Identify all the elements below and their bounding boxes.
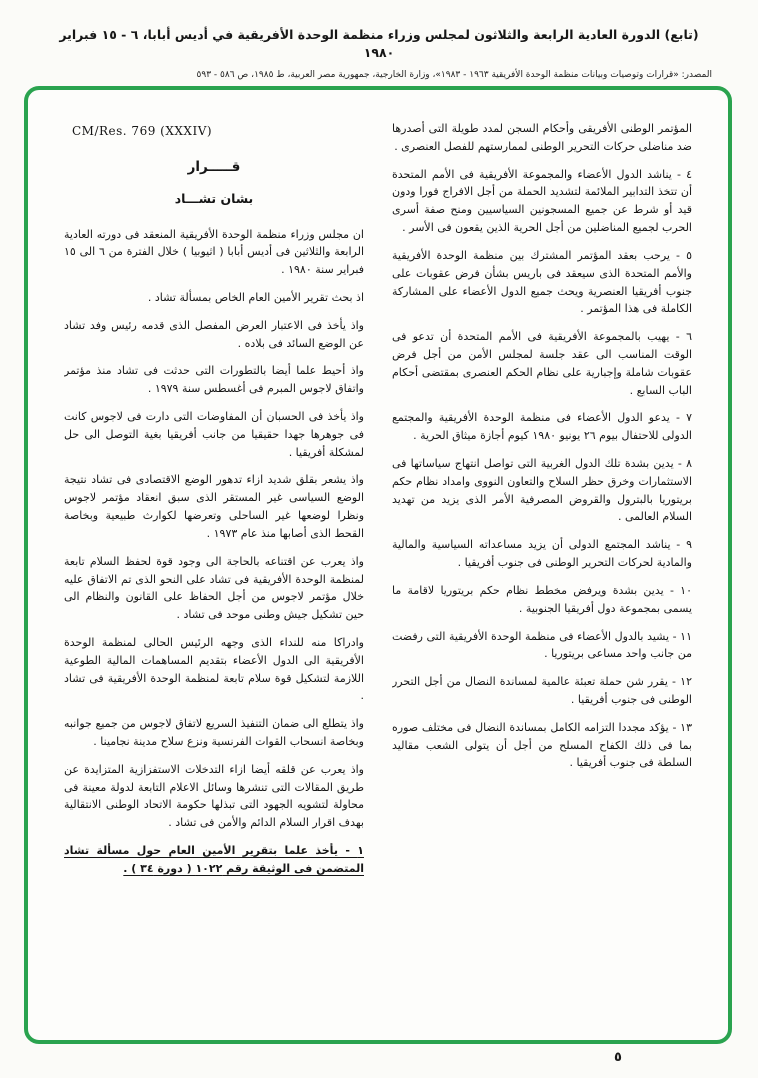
document-header-title: (تابع) الدورة العادية الرابعة والثلاثون لمجلس وزراء منظمة الوحدة الأفريقية في أديس أبابا، ٦ - ١٥ فبراير ١٩٨٠: [59, 27, 699, 60]
paragraph: المؤتمر الوطنى الأفريقى وأحكام السجن لمدد طويلة التى أصدرها ضد مناضلى حركات التحرير الوطنى لممارستهم للفصل العنصرى .: [392, 122, 692, 153]
paragraph: ٦ - يهيب بالمجموعة الأفريقية فى الأمم المتحدة أن تدعو فى الوقت المناسب الى عقد جلسة لمجلس الأمن من أجل فرض عقوبات شاملة وإجبارية على نظام الحكم العنصرى بمقتضى أحكام الباب السابع .: [392, 330, 692, 397]
document-source-line: المصدر: «قرارات وتوصيات وبيانات منظمة الوحدة الأفريقية ١٩٦٣ - ١٩٨٣»، وزارة الخارجية، جمهورية مصر العربية، ط ١٩٨٥، ص ٥٨٦ - ٥٩٣: [196, 70, 712, 80]
paragraph: ٥ - يرحب بعقد المؤتمر المشترك بين منظمة الوحدة الأفريقية والأمم المتحدة الذى سيعقد فى باريس بشأن فرض عقوبات على جنوب أفريقيا العنصرية ويحث جميع الدول الأعضاء على المشاركة الكاملة فى هذا المؤتمر .: [392, 248, 692, 316]
page-header: [46, 26, 712, 80]
paragraph: ١٣ - يؤكد مجددا التزامه الكامل بمساندة النضال فى مختلف صوره بما فى ذلك الكفاح المسلح من أجل أن يتولى الشعب مقاليد السلطة فى جنوب أفريقيا .: [392, 720, 692, 770]
page-number: ٥: [614, 1050, 622, 1065]
resolution-title: قـــــرار: [187, 159, 241, 176]
paragraph: واذ يتطلع الى ضمان التنفيذ السريع لاتفاق لاجوس من جميع جوانبه وبخاصة انسحاب القوات الفرنسية ونزع سلاح مدينة نجامينا .: [64, 717, 364, 749]
operative-paragraph: ١ - يأخذ علما بتقرير الأمين العام حول مسألة تشاد المتضمن فى الوثيقة رقم ١٠٢٢ ( دورة ٣٤ ) .: [64, 844, 364, 875]
resolution-number: CM/Res. 769 (XXXIV): [72, 124, 213, 138]
paragraph: ٨ - يدين بشدة تلك الدول الغربية التى تواصل انتهاج سياساتها فى الاستثمارات وخرق حظر السلاح والتعاون النووى وامداد نظام حكم بريتوريا بالبترول والقروض المصرفية الأمر الذى يزيد من تهديد السلام العالمى .: [392, 457, 692, 524]
paragraph: ٩ - يناشد المجتمع الدولى أن يزيد مساعداته السياسية والمالية والمادية لحركات التحرير الوطنى فى جنوب أفريقيا .: [392, 538, 692, 570]
paragraph: واذ يعرب عن قلقه أيضا ازاء التدخلات الاستفزازية المتزايدة عن طريق المقالات التى تنشرها وسائل الاعلام التابعة لدولة معينة فى محاولة لتشويه الجهود التى تبذلها حكومة الاتحاد الوطنى الانتقالية بهدف اقرار السلام الدائم والأمن فى تشاد .: [64, 762, 364, 830]
paragraph: واذ يأخذ فى الاعتبار العرض المفصل الذى قدمه رئيس وفد تشاد عن الوضع السائد فى بلاده .: [64, 318, 364, 350]
two-column-text-area: [28, 90, 728, 1040]
paragraph: ١١ - يشيد بالدول الأعضاء فى منظمة الوحدة الأفريقية التى رفضت من جانب واحد مساعى بريتوريا .: [392, 629, 692, 661]
paragraph: واذ يأخذ فى الحسبان أن المفاوضات التى دارت فى لاجوس كانت فى جوهرها جهدا حقيقيا من جانب أفريقيا بغية التوصل الى حل لمشكلة أفريقيا .: [64, 410, 364, 459]
paragraph: وادراكا منه للنداء الذى وجهه الرئيس الحالى لمنظمة الوحدة الأفريقية الى الدول الأعضاء بتقديم المساهمات المالية الطوعية اللازمة لتشكيل قوة سلام تابعة لمنظمة الوحدة الأفريقية فى تشاد .: [64, 635, 364, 703]
resolution-continuation-column: [392, 120, 692, 1016]
paragraph: ٤ - يناشد الدول الأعضاء والمجموعة الأفريقية فى الأمم المتحدة أن تتخذ التدابير الملائمة لتشديد الحملة من أجل الافراج فورا ودون قيد أو شرط عن جميع المسجونين السياسيين ومنح صفة أسرى الحرب لجميع المناضلين من أجل الحرية الذين يقعون فى الأسر .: [392, 167, 692, 235]
paragraph: واذ يعرب عن اقتناعه بالحاجة الى وجود قوة لحفظ السلام تابعة لمنظمة الوحدة الأفريقية فى تشاد على النحو الذى تم الاتفاق عليه خلال مؤتمر لاجوس من أجل الحفاظ على القانون والنظام الى حين تشكيل جيش وطنى موحد فى تشاد .: [64, 554, 364, 622]
paragraph: واذ يشعر بقلق شديد ازاء تدهور الوضع الاقتصادى فى تشاد نتيجة الوضع السياسى غير المستقر الذى سبق انعقاد مؤتمر لاجوس ونظرا لوضعها غير الساحلى وتعرضها لكوارث طبيعية وبخاصة القحط الذى أصابها منذ عام ١٩٧٣ .: [64, 473, 364, 540]
paragraph: ١٢ - يقرر شن حملة تعبئة عالمية لمساندة النضال من أجل التحرر الوطنى فى جنوب أفريقيا .: [392, 675, 692, 706]
paragraph: اذ بحث تقرير الأمين العام الخاص بمسألة تشاد .: [147, 290, 364, 304]
paragraph: ان مجلس وزراء منظمة الوحدة الأفريقية المنعقد فى دورته العادية الرابعة والثلاثين فى أديس أبابا ( اثيوبيا ) خلال الفترة من ٦ الى ١٥ فبراير سنة ١٩٨٠ .: [64, 227, 364, 277]
paragraph: ١٠ - يدين بشدة ويرفض مخطط نظام حكم بريتوريا لاقامة ما يسمى بمجموعة دول أفريقيا الجنوبية .: [392, 583, 692, 615]
resolution-chad-column: [64, 120, 364, 1016]
paragraph: واذ أحيط علما أيضا بالتطورات التى حدثت فى تشاد منذ مؤتمر واتفاق لاجوس المبرم فى أغسطس سنة ١٩٧٩ .: [64, 364, 364, 396]
paragraph: ٧ - يدعو الدول الأعضاء فى منظمة الوحدة الأفريقية والمجتمع الدولى للاحتفال بيوم ٢٦ يونيو ١٩٨٠ كيوم أجازة ميثاق الحرية .: [392, 411, 692, 443]
content-frame: [24, 86, 732, 1044]
resolution-subtitle: بشان تشـــاد: [174, 191, 254, 207]
